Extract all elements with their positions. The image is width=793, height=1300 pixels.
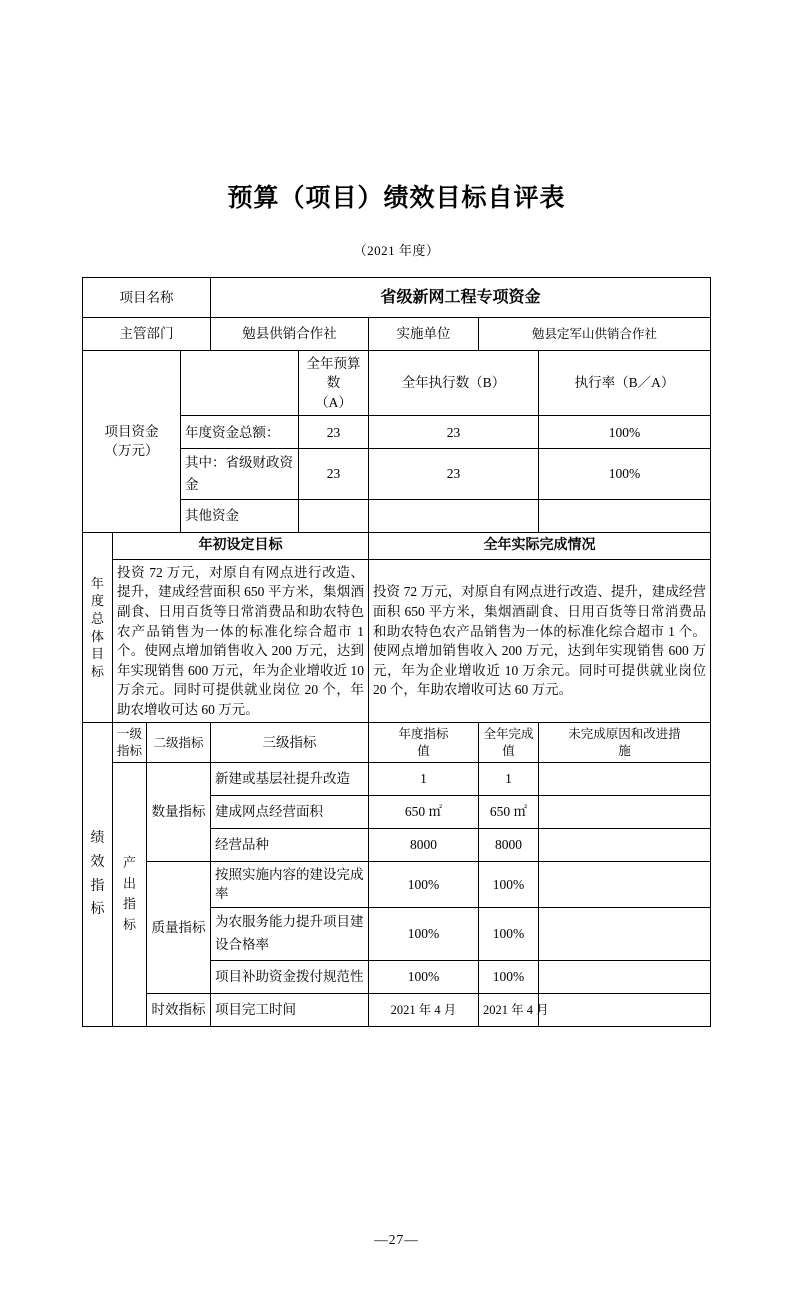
page-number: —27—	[374, 1232, 419, 1247]
indicators-side-label-c2: 效	[90, 854, 105, 870]
indicator-0-2-level3: 经营品种	[210, 828, 368, 861]
annual-goal-set-text: 投资 72 万元，对原自有网点进行改造、提升，建成经营面积 650 平方米，集烟酒副食、日用百货等日常消费品和助农特色农产品销售为一体的标准化综合超市 1 个。使网点增加销售收入 200 万元，达到年实现销售 600 万元，年为企业增收近 10 万余元。同时可提供就业岗位 20 个，年助农增收可达 60 万元。	[112, 559, 368, 723]
annual-goal-header-actual: 全年实际完成情况	[368, 532, 710, 559]
funds-header-executed: 全年执行数（B）	[368, 350, 538, 416]
document-page	[0, 178, 793, 1300]
indicators-header-level2: 二级指标	[146, 723, 210, 763]
indicators-side-label	[82, 723, 112, 1027]
funds-header-rate: 执行率（B／A）	[538, 350, 710, 416]
implementing-unit-value: 勉县定军山供销合作社	[478, 318, 710, 351]
indicator-0-0-reason	[538, 762, 710, 795]
indicator-0-0-level3: 新建或基层社提升改造	[210, 762, 368, 795]
indicator-0-1-reason	[538, 795, 710, 828]
indicator-0-0-annual: 1	[368, 762, 478, 795]
funds-header-budget-line2: （A）	[315, 394, 352, 410]
indicator-1-0-level3: 按照实施内容的建设完成率	[210, 861, 368, 907]
funds-row-1-executed: 23	[368, 449, 538, 499]
table-row-indicator	[82, 861, 710, 907]
funds-row-2-label: 其他资金	[180, 499, 298, 532]
table-row-annual-goal-text	[82, 559, 710, 723]
indicators-header-reason: 未完成原因和改进措 施	[538, 723, 710, 763]
indicator-0-2-annual: 8000	[368, 828, 478, 861]
annual-goal-side-label-line3: 目标	[90, 646, 104, 679]
implementing-unit-label: 实施单位	[368, 318, 478, 351]
project-name-label: 项目名称	[82, 278, 210, 318]
funds-row-label-line2: （万元）	[104, 443, 159, 459]
indicator-1-0-completed: 100%	[478, 861, 538, 907]
indicator-1-1-level3: 为农服务能力提升项目建设合格率	[210, 908, 368, 961]
indicator-1-2-completed: 100%	[478, 960, 538, 993]
table-row-funds-header	[82, 350, 710, 416]
funds-row-0-budget: 23	[298, 416, 368, 449]
indicators-header-level1: 一级 指标	[112, 723, 146, 763]
department-label: 主管部门	[82, 318, 210, 351]
funds-header-budget	[298, 350, 368, 416]
table-row-department	[82, 318, 710, 351]
indicator-1-0-annual: 100%	[368, 861, 478, 907]
funds-row-2-rate	[538, 499, 710, 532]
funds-row-1-rate: 100%	[538, 449, 710, 499]
table-row-project-name	[82, 278, 710, 318]
indicator-0-1-completed: 650 ㎡	[478, 795, 538, 828]
indicators-header-annual-value: 年度指标 值	[368, 723, 478, 763]
indicators-side-label-c4: 标	[90, 902, 105, 918]
indicator-1-1-annual: 100%	[368, 908, 478, 961]
annual-goal-actual-text: 投资 72 万元，对原自有网点进行改造、提升，建成经营面积 650 平方米，集烟酒副食、日用百货等日常消费品和助农特色农产品销售为一体的标准化综合超市 1 个。使网点增加销售收入 200 万元，达到年实现销售 600 万元，年为企业增收近 10 万余元。同时可提供就业岗位 20 个，年助农增收可达 60 万元。	[368, 559, 710, 723]
funds-row-label-line1: 项目资金	[104, 423, 159, 439]
annual-goal-side-label-line2: 总体	[90, 610, 104, 644]
funds-row-2-budget	[298, 499, 368, 532]
indicator-2-0-level3: 项目完工时间	[210, 993, 368, 1026]
indicator-2-0-reason	[538, 993, 710, 1026]
funds-row-label	[82, 350, 180, 532]
indicators-side-label-c3: 指	[90, 878, 105, 894]
indicator-group-1-level2: 质量指标	[146, 861, 210, 993]
indicator-1-1-completed: 100%	[478, 908, 538, 961]
department-value: 勉县供销合作社	[210, 318, 368, 351]
indicator-2-0-completed: 2021 年 4 月	[478, 993, 538, 1026]
indicator-group-0-level2: 数量指标	[146, 762, 210, 861]
annual-goal-header-set: 年初设定目标	[112, 532, 368, 559]
indicators-header-completed-value: 全年完成 值	[478, 723, 538, 763]
table-row-indicator	[82, 762, 710, 795]
funds-row-1-label: 其中：省级财政资金	[180, 449, 298, 499]
indicator-0-2-reason	[538, 828, 710, 861]
funds-row-0-label: 年度资金总额：	[180, 416, 298, 449]
indicator-group-2-level2: 时效指标	[146, 993, 210, 1026]
indicators-level1-output: 产 出 指 标	[112, 762, 146, 1026]
indicator-0-1-annual: 650 ㎡	[368, 795, 478, 828]
indicator-1-0-reason	[538, 861, 710, 907]
indicator-1-2-annual: 100%	[368, 960, 478, 993]
indicator-0-1-level3: 建成网点经营面积	[210, 795, 368, 828]
indicators-header-level3: 三级指标	[210, 723, 368, 763]
annual-goal-side-label-line1: 年度	[90, 575, 104, 609]
funds-header-budget-line1: 全年预算数	[306, 355, 361, 391]
indicator-1-1-reason	[538, 908, 710, 961]
annual-goal-side-label	[82, 532, 112, 723]
indicator-1-2-level3: 项目补助资金拨付规范性	[210, 960, 368, 993]
funds-row-0-rate: 100%	[538, 416, 710, 449]
table-row-indicator	[82, 993, 710, 1026]
funds-header-blank	[180, 350, 298, 416]
indicator-0-0-completed: 1	[478, 762, 538, 795]
funds-row-0-executed: 23	[368, 416, 538, 449]
performance-self-evaluation-table	[82, 277, 711, 1027]
page-title: 预算（项目）绩效目标自评表	[227, 185, 566, 212]
table-row-indicators-header	[82, 723, 710, 763]
funds-row-2-executed	[368, 499, 538, 532]
project-name-value: 省级新网工程专项资金	[210, 278, 710, 318]
table-row-annual-goal-header	[82, 532, 710, 559]
indicator-0-2-completed: 8000	[478, 828, 538, 861]
funds-row-1-budget: 23	[298, 449, 368, 499]
page-subtitle: （2021 年度）	[353, 243, 440, 258]
indicator-2-0-annual: 2021 年 4 月	[368, 993, 478, 1026]
indicators-side-label-c1: 绩	[90, 831, 105, 847]
indicator-1-2-reason	[538, 960, 710, 993]
